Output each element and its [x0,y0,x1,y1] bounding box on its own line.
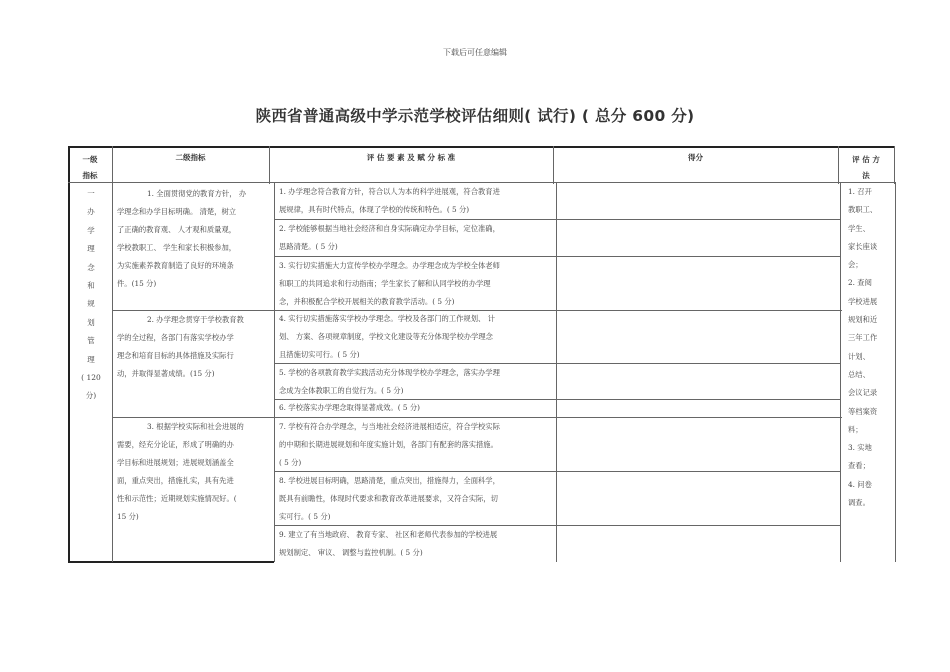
criteria-line: 思路清楚。( 5 分) [279,242,338,251]
level1-char: ( 120 [81,373,101,383]
criteria-cell [279,399,554,417]
criteria-line: ( 5 分) [279,458,302,467]
criteria-line: 1. 办学理念符合教育方针，符合以人为本的科学进展观，符合教育进 [279,187,500,196]
score-row-divider [556,363,840,364]
table-left-border [68,146,70,562]
criteria-line: 2. 学校能够根据当地社会经济和自身实际确定办学目标，定位准确， [279,224,500,233]
criteria-line: 7. 学校有符合办学理念，与当地社会经济进展相适应，符合学校实际 [279,422,500,431]
header-method-line2: 法 [862,171,870,180]
criteria-line: 4. 实行切实措施落实学校办学理念。学校及各部门的工作规划、 计 [279,314,495,323]
criteria-cell [279,526,554,562]
criteria-line: 展规律，具有时代特点，体现了学校的传统和特色。( 5 分) [279,205,470,214]
level2-line: 学校教职工、 学生和家长积极参加， [117,243,237,252]
table-right-border [894,146,895,184]
criteria-cell [279,257,554,311]
level2-cell [117,185,269,293]
level1-char: 理 [87,354,95,364]
col-divider-3b [556,182,557,562]
col-divider-2b [274,182,275,562]
criteria-line: 9. 建立了有当地政府、 教育专家、 社区和老师代表参加的学校进展 [279,530,498,539]
level2-line: 2. 办学理念贯穿于学校教育教 [147,315,244,324]
col-divider-5 [895,182,896,562]
level1-char: 理 [87,244,95,254]
method-line: 4. 问卷 [848,479,872,489]
criteria-line: 且措施切实可行。( 5 分) [279,350,360,359]
level2-line: 为实施素养教育制造了良好的环境条 [117,261,234,270]
level2-line: 学理念和办学目标明确。 清楚，树立 [117,207,237,216]
table-bottom-border [68,561,274,563]
criteria-line: 念，并积极配合学校开展相关的教育教学活动。( 5 分) [279,297,455,306]
method-line: 家长座谈 [848,241,878,251]
level2-line: 面，重点突出，措施扎实，具有先进 [117,476,234,485]
level2-line: 1. 全面贯彻党的教育方针， 办 [147,189,247,198]
method-line: 学校进展 [848,296,878,306]
level2-line: 动，并取得显著成绩。(15 分) [117,369,215,378]
table-top-border [68,146,895,148]
criteria-line: 既具有前瞻性，体现时代要求和教育改革进展要求，又符合实际，切 [279,494,498,503]
level1-char: 分) [85,391,97,401]
level2-line: 理念和培育目标的具体措施及实际行 [117,351,234,360]
criteria-line: 8. 学校进展目标明确，思路清楚，重点突出，措施得力，全面科学， [279,476,500,485]
header-level1 [68,152,112,184]
header-level2: 二级指标 [175,153,206,162]
method-line: 规划和近 [848,315,878,325]
criteria-line: 规划制定、 审议、 调整与监控机制。( 5 分) [279,548,423,557]
col-divider-1 [112,146,113,562]
criteria-cell [279,183,554,219]
level1-char: 办 [87,207,95,217]
method-line: 1. 召开 [848,187,872,196]
criteria-line: 3. 实行切实措施大力宣传学校办学理念。办学理念成为学校全体老师 [279,261,500,270]
header-note: 下载后可任意编辑 [443,48,507,57]
level1-char: 划 [87,317,95,327]
level1-indicator [74,185,108,406]
method-line: 教职工、 [848,205,878,215]
criteria-cell [279,472,554,526]
method-line: 3. 实地 [848,443,872,453]
score-row-divider [556,219,840,220]
criteria-line: 和职工的共同追求和行动指南；学生家长了解和认同学校的办学理 [279,279,491,288]
method-line: 查看； [848,461,870,471]
col-divider-4b [840,182,841,562]
criteria-line: 念成为全体教职工的自觉行为。( 5 分) [279,386,404,395]
score-row-divider [556,399,840,400]
level2-line: 了正确的教育观、 人才观和质量观， [117,225,237,234]
score-row-divider [556,256,840,257]
level2-line: 需要，经充分论证，形成了明确的办 [117,440,234,449]
level1-char: 和 [87,281,95,291]
level2-line: 性和示范性；近期规划实施情况好。( [117,494,237,503]
level2-line: 3. 根据学校实际和社会进展的 [147,422,244,431]
header-method-line1: 评 估 方 [852,155,880,164]
level1-char: 规 [87,299,95,309]
header-level1-line2: 指标 [82,171,98,180]
method-line: 会议记录 [848,388,878,398]
criteria-line: 划、 方案、各项规章制度，学校文化建设等充分体现学校办学理念 [279,332,493,341]
level2-line: 学目标和进展规划；进展规划涵盖全 [117,458,234,467]
level1-char: 一 [87,189,95,198]
method-line: 等档案资 [848,406,878,416]
level1-char: 念 [87,262,95,272]
method-line: 计划、 [848,351,870,361]
method-line: 总结、 [848,369,870,379]
method-cell [848,183,894,512]
level1-char: 管 [87,336,95,346]
header-score: 得分 [688,153,703,162]
level2-cell [117,311,269,383]
header-criteria: 评 估 要 素 及 赋 分 标 准 [366,153,456,162]
method-line: 三年工作 [848,333,878,343]
criteria-cell [279,220,554,256]
score-row-divider [556,471,840,472]
method-line: 料； [848,424,863,434]
level2-line: 件。(15 分) [117,279,157,288]
criteria-cell [279,418,554,472]
method-line: 会； [848,260,863,270]
level2-line: 学的全过程，各部门有落实学校办学 [117,333,234,342]
header-level1-line1: 一级 [82,155,98,164]
criteria-cell [279,364,554,400]
level2-cell [117,418,269,526]
criteria-line: 实可行。( 5 分) [279,512,331,521]
criteria-line: 的中期和长期进展规划和年度实施计划，各部门有配套的落实措施。 [279,440,498,449]
method-line: 调查。 [848,498,870,508]
document-title: 陕西省普通高级中学示范学校评估细则( 试行) ( 总分 600 分) [255,107,695,125]
row-divider [556,525,840,526]
criteria-cell [279,310,554,364]
level2-line: 15 分) [117,512,139,521]
method-line: 学生、 [848,223,870,233]
header-method [838,152,894,184]
method-line: 2. 查阅 [848,278,872,288]
criteria-line: 6. 学校落实办学理念取得显著成效。( 5 分) [279,403,421,412]
criteria-line: 5. 学校的各项教育教学实践活动充分体现学校办学理念，落实办学理 [279,368,500,377]
level1-char: 学 [87,225,95,235]
